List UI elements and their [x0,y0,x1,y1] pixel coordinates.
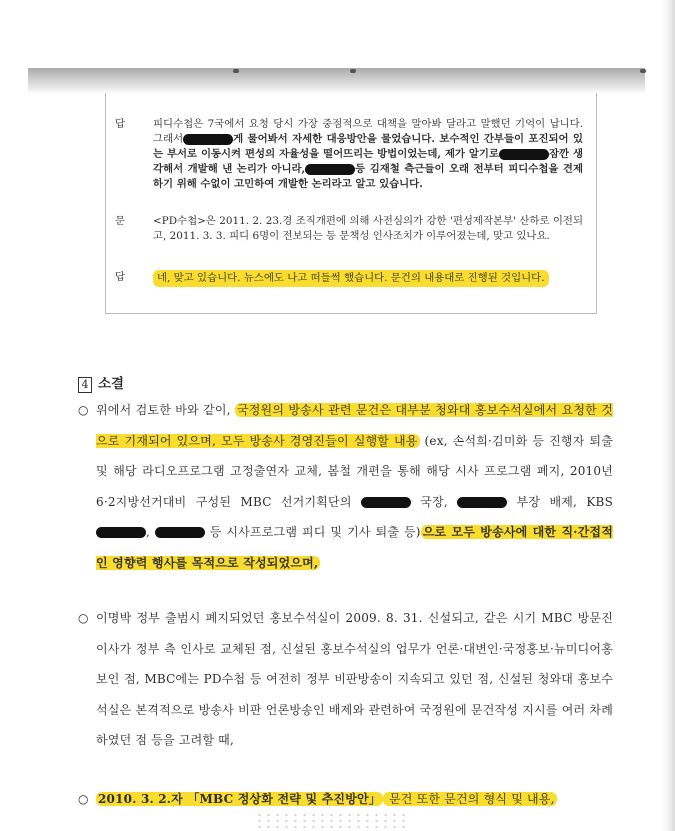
conclusion-paragraph [78,395,613,578]
scan-artifact [640,69,646,73]
text-segment: 등 김재철 측근들이 오래 전부터 피디수첩을 견제하기 위해 수없이 고민하여 개발한 논리라고 알고 있습니다. [153,163,584,190]
redaction-mark [183,134,233,145]
scan-noise [255,812,405,830]
redaction-mark [457,497,507,508]
scan-artifact [233,69,239,73]
text-segment: (ex, 손석희·김미화 등 진행자 퇴출 및 해당 라디오프로그램 고정출연자 교체, 봄철 개편을 통해 해당 시사 프로그램 폐지, 2010년 6·2지방선거대비 구성된 MBC 선거기획단의 [96,433,613,509]
conclusion-paragraph [78,603,613,756]
redaction-mark [499,149,549,160]
qa-label: 답 [115,118,126,130]
text-segment: 피디수첩은 7국에서 요청 당시 가장 중점적으로 대책을 말아봐 달라고 말했던 기억이 납니다. 그래서 [153,118,583,145]
text-segment: 네, 맞고 있습니다. 뉴스에도 나고 떠들썩 했습니다. 문건의 내용대로 진행된 것입니다. [153,270,549,287]
paragraph-text [96,395,613,578]
text-segment: 국정원의 방송사 관련 문건은 대부분 청와대 홍보수석실에서 요청한 것으로 기재되어 있으며, 모두 방송사 경영진들이 실행할 내용 [96,403,613,448]
paragraph-text [96,603,613,756]
qa-text [153,117,583,192]
redaction-mark [305,164,355,175]
redaction-mark [155,527,205,538]
section-title: 소결 [98,376,125,392]
bullet-circle-icon: ○ [78,611,89,625]
section-heading [78,372,124,393]
scan-page-edge [661,0,675,831]
text-segment: 위에서 검토한 바와 같이, [96,403,235,417]
bullet-circle-icon: ○ [78,403,89,417]
text-segment: 등 시사프로그램 피디 및 기사 퇴출 등) [204,525,421,539]
scan-shadow-bar [28,68,645,94]
text-segment: 잠깐 생각해서 개발해 낸 논리가 아니라, [153,148,583,175]
text-segment: 이명박 정부 출범시 폐지되었던 홍보수석실이 2009. 8. 31. 신설되고, 같은 시기 MBC 방문진 이사가 정부 측 인사로 교체된 점, 신설된 홍보수석실의 업무가 언론·대변인·국정홍보·뉴미디어홍보인 점, MBC에는 PD수첩 등 여전히 정부 비판방송이 지속되고 있던 점, 신설된 청와대 홍보수석실은 본격적으로 방송사 비판 언론방송인 배제와 관련하여 국정원에 문건작성 지시를 여러 차례하였던 점 등을 고려할 때, [96,611,613,747]
conclusion-paragraph [78,784,613,815]
text-segment: 문건 또한 문건의 형식 및 내용, [385,792,555,806]
text-segment: 게 물어봐서 자세한 대응방안을 물었습니다. 보수적인 간부들이 포진되어 있는 부서로 이동시켜 편성의 자율성을 떨어뜨리는 방법이었는데, 제가 알기로 [153,133,583,160]
text-segment: 부장 배제, KBS [507,494,613,509]
text-segment: <PD수첩>은 2011. 2. 23.경 조직개편에 의해 사전심의가 강한 '편성제작본부' 산하로 이전되고, 2011. 3. 3. 피디 6명이 전보되는 등 문책성 인사조치가 이루어졌는데, 맞고 있나요. [153,215,583,242]
text-segment: 국장, [410,494,458,509]
testimony-box [105,93,597,314]
paragraph-text [96,784,613,815]
redaction-mark [361,497,411,508]
text-segment: 2010. 3. 2.자 「MBC 정상화 전략 및 추진방안」 [98,792,381,806]
qa-text [153,270,583,287]
scan-artifact [350,69,356,73]
text-segment: 으로 모두 방송사에 대한 직·간접적인 영향력 행사를 목적으로 작성되었으며, [96,525,613,570]
text-segment: , [146,525,155,539]
qa-label: 답 [115,271,126,283]
qa-label: 문 [115,215,126,227]
redaction-mark [96,527,146,538]
qa-text [153,214,583,244]
section-number: 4 [78,377,92,393]
bullet-circle-icon: ○ [78,792,89,806]
